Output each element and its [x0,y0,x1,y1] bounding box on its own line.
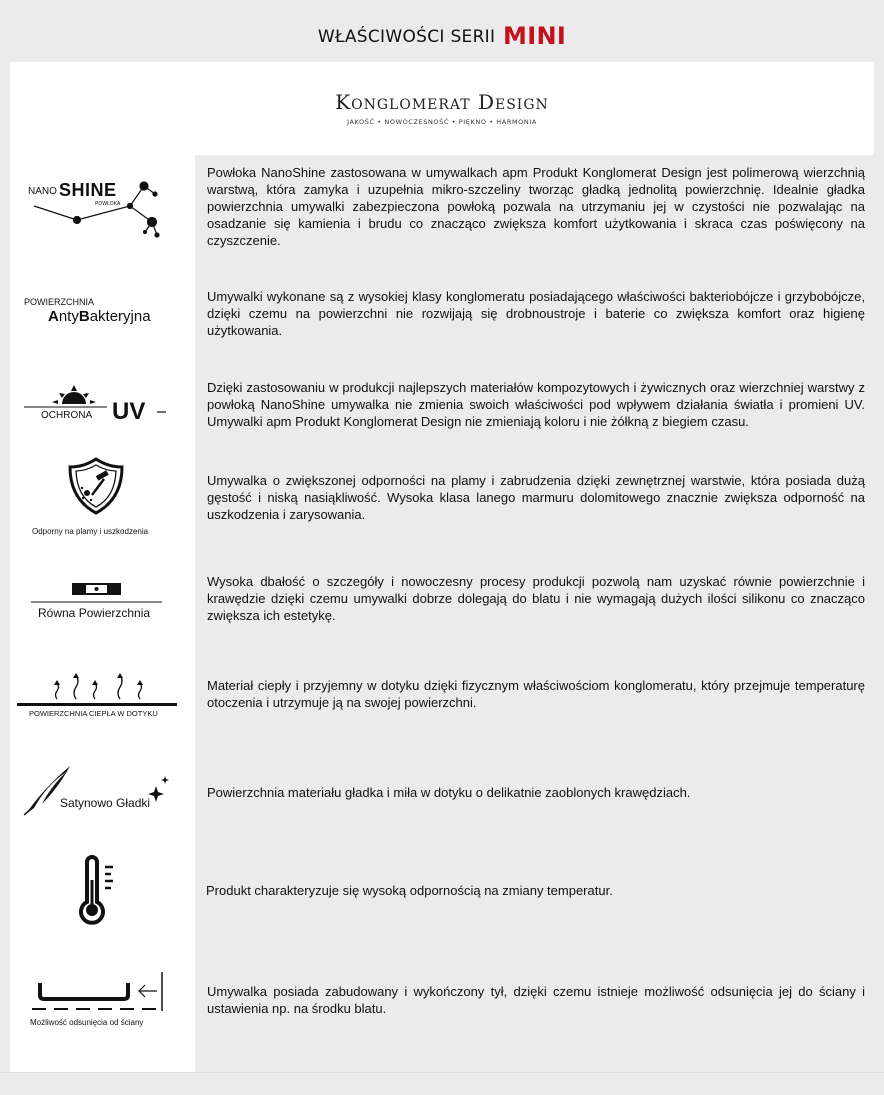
feature-row-warm-surface [0,660,884,730]
antibacterial-label-icon [12,295,187,335]
protection-label: OCHRONA [41,410,93,421]
feature-row-flat-surface [0,570,884,640]
wall-distance-icon [12,967,187,1031]
feature-row-temperature-resistant [0,850,884,930]
feature-row-nanoshine [0,160,884,260]
thermometer-graphic-icon [12,854,187,926]
shield-hammer-icon [12,455,187,540]
thermometer-icon [12,854,187,926]
nanoshine-logo-icon [12,172,187,242]
title-prefix: WŁAŚCIWOŚCI SERII [317,27,496,47]
uv-sun-icon [12,382,187,428]
shield-icon [12,455,187,525]
feature-description: Powłoka NanoShine zastosowana w umywalkach apm Produkt Konglomerat Design jest polimerową wierzchnią warstwą, która zamyka i uzupełnia mikro-szczeliny tworząc gładką jednolitą powierzchnię. Idealnie gładka powierzchnia umywalki zabezpieczona powłoką pozwala na utrzymaniu jej w czystości nie pozwalając na osadzanie się kamienia i brudu co znacząco zwiększa komfort użytkowania i skraca czas poświęcony na czyszczenie. [207,165,865,248]
nano-label: NANO [28,186,57,197]
satin-smooth-label: Satynowo Gładki [60,796,151,810]
uv-protection-icon [12,382,187,428]
feature-description: Wysoka dbałość o szczegóły i nowoczesny procesy produkcji pozwolą nam uzyskać równie powierzchnie i krawędzie dzięki czemu umywalki dobrze dolegają do blatu i nie wymagają dużych ilości silikonu co znacząco zwiększa ich estetykę. [207,574,865,623]
flat-surface-label: Równa Powierzchnia [38,606,151,620]
feature-row-satin-smooth [0,760,884,830]
uv-label: UV [112,398,146,425]
feature-row-stain-resistant [0,455,884,545]
brand-tagline: JAKOŚĆ • NOWOCZESNOŚĆ • PIĘKNO • HARMONIA [347,118,537,126]
brand-logo [10,62,874,156]
level-icon [12,580,187,606]
feature-description: Umywalki wykonane są z wysokiej klasy konglomeratu posiadającego właściwości bakteriobójcze i grzybobójcze, dzięki czemu na powierzchni nie rozwijają się drobnoustroje i baterie co zwiększa komfort oraz higienę użytkowania. [207,289,865,338]
feature-description: Powierzchnia materiału gładka i miła w dotyku o delikatnie zaoblonych krawędziach. [207,785,691,800]
wall-distance-label: Możliwość odsunięcia od ściany [30,1018,144,1027]
feature-row-uv [0,376,884,446]
series-name: MINI [503,22,567,50]
brand-name: Konglomerat Design [335,90,549,114]
page-header [0,0,884,62]
coating-label: POWŁOKA [95,201,121,207]
spirit-level-icon [12,580,187,620]
feature-description: Materiał ciepły i przyjemny w dotyku dzięki fizycznym właściwościom konglomeratu, który przejmuje temperaturę otoczenia i utrzymuje ją na swojej powierzchni. [207,678,865,710]
warm-surface-label: POWIERZCHNIA CIEPŁA W DOTYKU [29,709,158,718]
sink-wall-icon [12,967,187,1017]
feather-sparkle-icon [12,760,187,820]
shine-label: SHINE [59,180,117,200]
footer-divider [0,1072,884,1073]
feature-description: Dzięki zastosowaniu w produkcji najlepszych materiałów kompozytowych i żywicznych oraz wierzchniej warstwy z powłoką NanoShine umywalka nie zmienia swoich właściwości pod wpływem działania światła i promieni UV. Umywalki apm Produkt Konglomerat Design nie zmieniają koloru i nie żółkną z biegiem czasu. [207,380,865,429]
warm-waves-icon [12,662,187,708]
feature-description: Umywalka posiada zabudowany i wykończony tył, dzięki czemu istnieje możliwość odsunięcia jej do ściany i ustawienia np. na środku blatu. [207,984,865,1016]
feature-row-wall-distance [0,965,884,1035]
antibacterial-label: AntyBakteryjna [48,308,151,325]
page-title [0,22,884,50]
heat-waves-icon [12,662,187,722]
stain-resistant-label: Odporny na plamy i uszkodzenia [32,527,149,536]
feature-description: Produkt charakteryzuje się wysoką odpornością na zmiany temperatur. [206,883,613,898]
feature-description: Umywalka o zwiększonej odporności na plamy i zabrudzenia dzięki zewnętrznej warstwie, która posiada dużą gęstość i niską nasiąkliwość. Wysoka klasa lanego marmuru dolomitowego znacznie zwiększa odporność na uszkodzenia i zarysowania. [207,473,865,522]
surface-label: POWIERZCHNIA [24,297,95,307]
feature-row-antibacterial [0,285,884,365]
